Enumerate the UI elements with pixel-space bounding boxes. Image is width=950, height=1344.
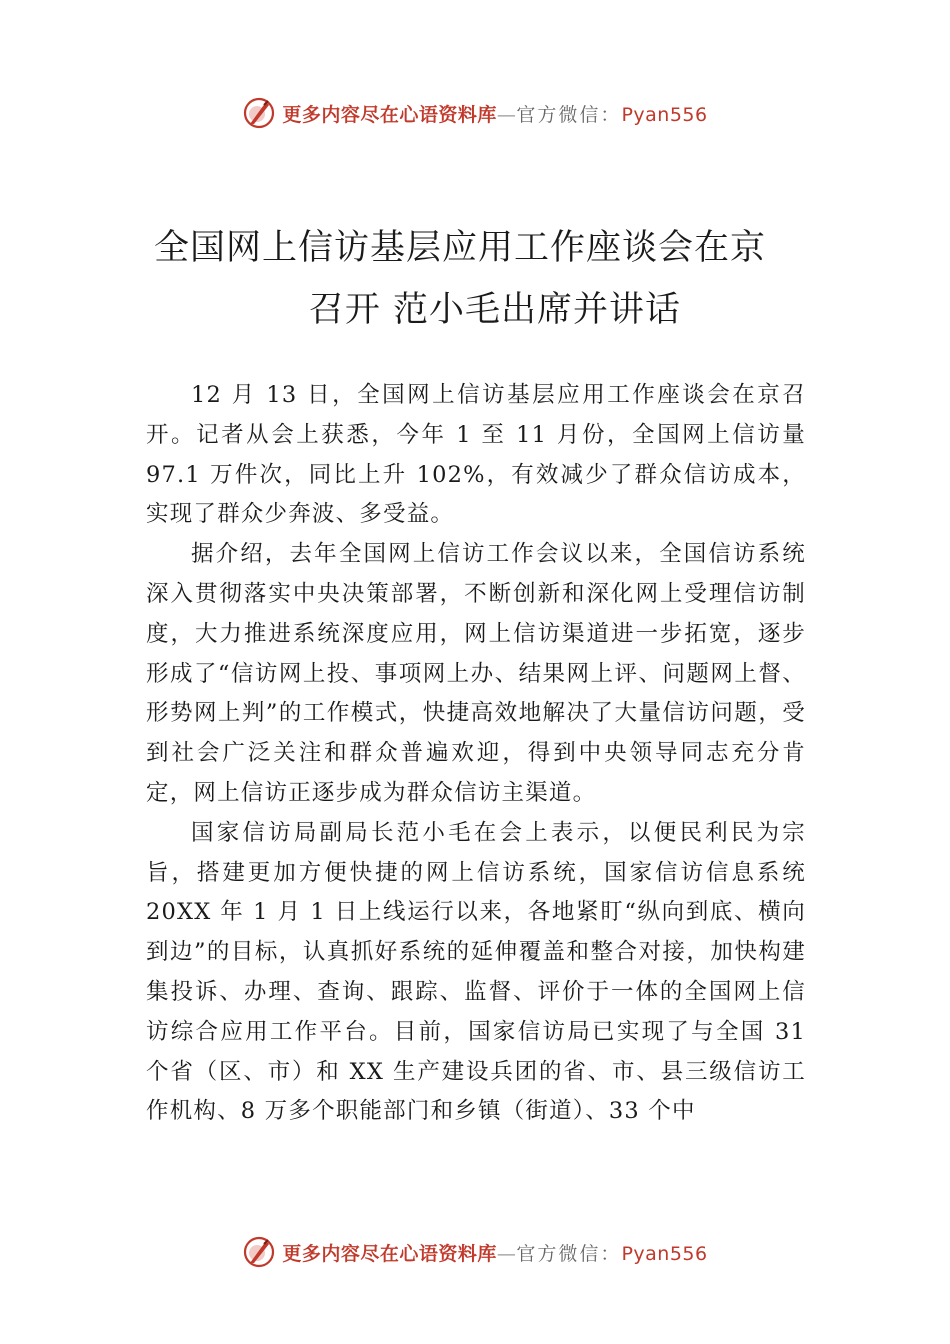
watermark-text xyxy=(282,1239,707,1266)
watermark-wechat-id: Pyan556 xyxy=(621,103,708,126)
paragraph-1: 12 月 13 日，全国网上信访基层应用工作座谈会在京召开。记者从会上获悉，今年 1 至 11 月份，全国网上信访量 97.1 万件次，同比上升 102%，有效减少了群众信访成本，实现了群众少奔波、多受益。 xyxy=(146,382,806,528)
document-title-line1: 全国网上信访基层应用工作座谈会在京 xyxy=(153,228,766,268)
header-watermark xyxy=(0,93,950,133)
footer-watermark xyxy=(0,1232,950,1272)
watermark-dash: — xyxy=(496,1242,517,1265)
watermark-brand: 更多内容尽在心语资料库 xyxy=(282,1242,497,1265)
quill-logo-icon xyxy=(242,1235,276,1269)
watermark-dash: — xyxy=(496,103,517,126)
watermark-text xyxy=(282,100,707,127)
watermark-wechat-id: Pyan556 xyxy=(621,1242,708,1265)
document-body xyxy=(146,376,806,1132)
paragraph-3: 国家信访局副局长范小毛在会上表示，以便民利民为宗旨，搭建更加方便快捷的网上信访系统，国家信访信息系统 20XX 年 1 月 1 日上线运行以来，各地紧盯“纵向到底、横向到边”的目标，认真抓好系统的延伸覆盖和整合对接，加快构建集投诉、办理、查询、跟踪、监督、评价于一体的全国网上信访综合应用工作平台。目前，国家信访局已实现了与全国 31 个省（区、市）和 XX 生产建设兵团的省、市、县三级信访工作机构、8 万多个职能部门和乡镇（街道）、33 个中 xyxy=(146,819,806,1125)
document-title-line2: 召开 范小毛出席并讲话 xyxy=(308,290,682,330)
paragraph-2: 据介绍，去年全国网上信访工作会议以来，全国信访系统深入贯彻落实中央决策部署，不断创新和深化网上受理信访制度，大力推进系统深度应用，网上信访渠道进一步拓宽，逐步形成了“信访网上投、事项网上办、结果网上评、问题网上督、形势网上判”的工作模式，快捷高效地解决了大量信访问题，受到社会广泛关注和群众普遍欢迎，得到中央领导同志充分肯定，网上信访正逐步成为群众信访主渠道。 xyxy=(146,541,806,806)
watermark-brand: 更多内容尽在心语资料库 xyxy=(282,103,497,126)
watermark-wechat-label: 官方微信： xyxy=(516,1242,622,1265)
watermark-wechat-label: 官方微信： xyxy=(516,103,622,126)
quill-logo-icon xyxy=(242,96,276,130)
